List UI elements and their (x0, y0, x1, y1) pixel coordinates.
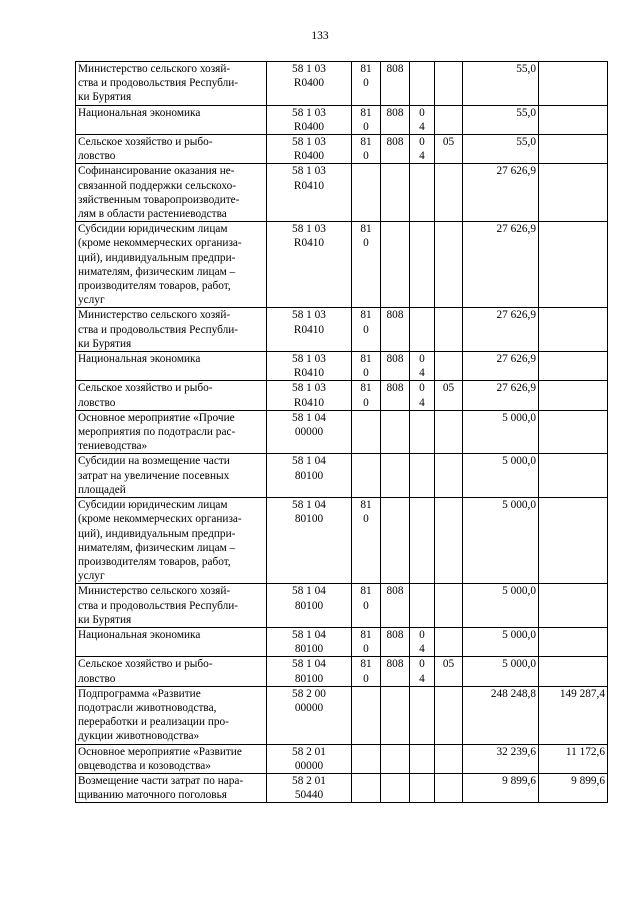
amount-year2-cell (539, 381, 608, 410)
row-name-text: Подпрограмма «Развитие подотрасли животноводства, переработки и реализации про- дукции животноводства» (78, 687, 229, 743)
amount-year1-cell (463, 62, 539, 106)
ministry-code-cell (381, 352, 410, 381)
subsection-text: 05 (442, 658, 455, 671)
expense-type-text: 81 0 (360, 223, 372, 250)
target-article-text: 58 1 04 80100 (292, 658, 326, 685)
expense-type-text: 81 0 (360, 382, 372, 409)
amount-year2-cell (539, 410, 608, 454)
table-row (76, 454, 608, 498)
row-name-cell (76, 308, 267, 352)
amount-year2-cell (539, 454, 608, 498)
amount-year1-text: 27 626,9 (496, 382, 536, 395)
subsection-cell (435, 744, 463, 773)
ministry-code-cell (381, 627, 410, 656)
ministry-code-cell (381, 657, 410, 686)
amount-year2-cell (539, 773, 608, 802)
amount-year1-text: 5 000,0 (502, 499, 536, 512)
row-name-cell (76, 773, 267, 802)
target-article-cell (267, 627, 352, 656)
target-article-text: 58 1 04 80100 (292, 585, 326, 612)
section-cell (410, 686, 435, 744)
subsection-cell (435, 773, 463, 802)
target-article-text: 58 1 03 R0410 (292, 309, 326, 336)
target-article-cell (267, 454, 352, 498)
subsection-text: 05 (442, 136, 455, 149)
target-article-cell (267, 381, 352, 410)
amount-year1-cell (463, 773, 539, 802)
section-text: 0 4 (419, 106, 425, 133)
expense-type-cell (352, 773, 381, 802)
section-cell (410, 584, 435, 628)
ministry-code-text: 808 (386, 628, 404, 641)
section-cell (410, 135, 435, 164)
table-row (76, 686, 608, 744)
expense-type-cell (352, 744, 381, 773)
amount-year2-cell (539, 657, 608, 686)
target-article-text: 58 1 03 R0410 (292, 382, 326, 409)
amount-year2-cell (539, 308, 608, 352)
ministry-code-cell (381, 773, 410, 802)
ministry-code-cell (381, 62, 410, 106)
section-text: 0 4 (419, 136, 425, 163)
section-cell (410, 352, 435, 381)
expense-type-text: 81 0 (360, 658, 372, 685)
amount-year1-text: 55,0 (516, 106, 536, 119)
row-name-cell (76, 135, 267, 164)
expense-type-text: 81 0 (360, 106, 372, 133)
amount-year1-text: 55,0 (516, 136, 536, 149)
ministry-code-text: 808 (386, 382, 404, 395)
amount-year1-cell (463, 744, 539, 773)
amount-year2-cell (539, 584, 608, 628)
subsection-cell (435, 686, 463, 744)
row-name-cell (76, 744, 267, 773)
section-text: 0 4 (419, 628, 425, 656)
subsection-cell (435, 627, 463, 656)
page-number: 133 (311, 30, 329, 42)
amount-year2-cell (539, 135, 608, 164)
expense-type-cell (352, 308, 381, 352)
row-name-text: Министерство сельского хозяй- ства и продовольствия Республи- ки Бурятия (78, 309, 239, 350)
row-name-cell (76, 352, 267, 381)
subsection-cell (435, 222, 463, 308)
amount-year1-text: 55,0 (516, 63, 536, 75)
section-cell (410, 164, 435, 222)
amount-year1-text: 32 239,6 (496, 745, 536, 758)
amount-year1-text: 27 626,9 (496, 353, 536, 366)
ministry-code-cell (381, 584, 410, 628)
ministry-code-text: 808 (386, 63, 404, 75)
target-article-cell (267, 498, 352, 584)
amount-year2-cell (539, 164, 608, 222)
amount-year2-cell (539, 686, 608, 744)
table-row (76, 627, 608, 656)
row-name-cell (76, 584, 267, 628)
expense-type-cell (352, 222, 381, 308)
target-article-cell (267, 773, 352, 802)
section-cell (410, 222, 435, 308)
amount-year1-cell (463, 627, 539, 656)
row-name-text: Министерство сельского хозяй- ства и продовольствия Республи- ки Бурятия (78, 63, 239, 104)
expense-type-cell (352, 105, 381, 134)
subsection-cell (435, 62, 463, 106)
target-article-text: 58 1 04 80100 (292, 455, 326, 482)
row-name-cell (76, 686, 267, 744)
ministry-code-cell (381, 135, 410, 164)
target-article-cell (267, 686, 352, 744)
amount-year1-cell (463, 657, 539, 686)
ministry-code-cell (381, 222, 410, 308)
table-row (76, 308, 608, 352)
expense-type-text: 81 0 (360, 309, 372, 336)
expense-type-cell (352, 498, 381, 584)
target-article-text: 58 1 03 R0400 (292, 136, 326, 163)
row-name-cell (76, 498, 267, 584)
amount-year1-cell (463, 222, 539, 308)
amount-year1-text: 27 626,9 (496, 165, 536, 178)
subsection-cell (435, 381, 463, 410)
ministry-code-cell (381, 744, 410, 773)
target-article-cell (267, 657, 352, 686)
row-name-text: Национальная экономика (78, 106, 201, 119)
row-name-cell (76, 222, 267, 308)
target-article-cell (267, 744, 352, 773)
row-name-text: Возмещение части затрат по нара- щиванию маточного поголовья (78, 774, 244, 802)
section-cell (410, 105, 435, 134)
ministry-code-cell (381, 410, 410, 454)
section-cell (410, 498, 435, 584)
section-text: 0 4 (419, 658, 425, 685)
target-article-text: 58 1 04 00000 (292, 411, 326, 439)
subsection-text: 05 (442, 382, 455, 395)
row-name-text: Субсидии юридическим лицам (кроме некоммерческих организа- ций), индивидуальным предпри- нимателям, физическим лицам – производителям товаров, работ, услуг (78, 499, 242, 583)
target-article-cell (267, 584, 352, 628)
row-name-cell (76, 62, 267, 106)
table-row (76, 410, 608, 454)
target-article-text: 58 1 04 80100 (292, 499, 326, 526)
target-article-cell (267, 62, 352, 106)
table-row (76, 381, 608, 410)
row-name-cell (76, 164, 267, 222)
subsection-cell (435, 105, 463, 134)
table-row (76, 164, 608, 222)
ministry-code-text: 808 (386, 309, 404, 322)
section-cell (410, 627, 435, 656)
section-text: 0 4 (419, 382, 425, 409)
amount-year2-cell (539, 498, 608, 584)
expense-type-cell (352, 584, 381, 628)
expense-type-cell (352, 410, 381, 454)
amount-year2-cell (539, 352, 608, 381)
subsection-cell (435, 352, 463, 381)
target-article-text: 58 1 03 R0410 (292, 223, 326, 250)
amount-year2-cell (539, 627, 608, 656)
ministry-code-text: 808 (386, 353, 404, 366)
amount-year1-cell (463, 352, 539, 381)
row-name-cell (76, 657, 267, 686)
amount-year2-cell (539, 744, 608, 773)
target-article-text: 58 1 04 80100 (292, 628, 326, 656)
target-article-cell (267, 308, 352, 352)
ministry-code-cell (381, 498, 410, 584)
amount-year2-text: 11 172,6 (565, 745, 605, 758)
amount-year1-cell (463, 686, 539, 744)
ministry-code-text: 808 (386, 136, 404, 149)
amount-year1-text: 27 626,9 (496, 223, 536, 236)
row-name-cell (76, 381, 267, 410)
table-row (76, 222, 608, 308)
ministry-code-text: 808 (386, 585, 404, 598)
expense-type-cell (352, 454, 381, 498)
subsection-cell (435, 135, 463, 164)
row-name-text: Субсидии на возмещение части затрат на увеличение посевных площадей (78, 455, 230, 496)
amount-year1-cell (463, 410, 539, 454)
target-article-cell (267, 410, 352, 454)
target-article-cell (267, 164, 352, 222)
expense-type-cell (352, 62, 381, 106)
table-row (76, 135, 608, 164)
target-article-cell (267, 135, 352, 164)
expense-type-text: 81 0 (360, 585, 372, 612)
section-cell (410, 410, 435, 454)
table-row (76, 352, 608, 381)
row-name-text: Основное мероприятие «Прочие мероприятия по подотрасли рас- тениеводства» (78, 411, 236, 453)
table-row (76, 62, 608, 106)
row-name-text: Сельское хозяйство и рыбо- ловство (78, 382, 213, 409)
section-cell (410, 62, 435, 106)
section-cell (410, 381, 435, 410)
table-row (76, 657, 608, 686)
target-article-cell (267, 222, 352, 308)
amount-year1-cell (463, 454, 539, 498)
target-article-text: 58 1 03 R0400 (292, 63, 326, 90)
subsection-cell (435, 308, 463, 352)
amount-year2-text: 9 899,6 (571, 774, 605, 787)
section-cell (410, 657, 435, 686)
subsection-cell (435, 410, 463, 454)
expense-type-text: 81 0 (360, 353, 372, 380)
row-name-cell (76, 454, 267, 498)
amount-year2-text: 149 287,4 (559, 687, 605, 700)
section-text: 0 4 (419, 353, 425, 380)
expense-type-cell (352, 627, 381, 656)
section-cell (410, 744, 435, 773)
ministry-code-cell (381, 308, 410, 352)
target-article-text: 58 1 03 R0400 (292, 106, 326, 133)
expense-type-cell (352, 135, 381, 164)
amount-year1-cell (463, 381, 539, 410)
table-row (76, 773, 608, 802)
subsection-cell (435, 584, 463, 628)
expense-type-text: 81 0 (360, 63, 372, 90)
target-article-text: 58 1 03 R0410 (292, 165, 326, 192)
target-article-text: 58 2 00 00000 (292, 687, 326, 714)
ministry-code-text: 808 (386, 106, 404, 119)
row-name-text: Сельское хозяйство и рыбо- ловство (78, 658, 213, 685)
amount-year1-cell (463, 308, 539, 352)
row-name-text: Сельское хозяйство и рыбо- ловство (78, 136, 213, 163)
amount-year1-text: 5 000,0 (502, 658, 536, 671)
expense-type-text: 81 0 (360, 499, 372, 526)
section-cell (410, 308, 435, 352)
target-article-cell (267, 105, 352, 134)
row-name-cell (76, 105, 267, 134)
amount-year1-text: 5 000,0 (502, 411, 536, 424)
amount-year1-cell (463, 164, 539, 222)
expense-type-cell (352, 657, 381, 686)
amount-year1-text: 5 000,0 (502, 628, 536, 641)
amount-year2-cell (539, 105, 608, 134)
ministry-code-cell (381, 105, 410, 134)
expense-type-text: 81 0 (360, 136, 372, 163)
expense-type-cell (352, 352, 381, 381)
subsection-cell (435, 454, 463, 498)
amount-year2-cell (539, 222, 608, 308)
subsection-cell (435, 657, 463, 686)
expense-type-cell (352, 686, 381, 744)
amount-year1-cell (463, 498, 539, 584)
table-body (76, 62, 608, 803)
target-article-text: 58 2 01 50440 (292, 774, 326, 802)
amount-year2-cell (539, 62, 608, 106)
amount-year1-text: 27 626,9 (496, 309, 536, 322)
amount-year1-cell (463, 135, 539, 164)
row-name-text: Софинансирование оказания не- связанной поддержки сельскохо- зяйственным товаропроизводите- лям в области растениеводства (78, 165, 240, 221)
target-article-cell (267, 352, 352, 381)
subsection-cell (435, 498, 463, 584)
amount-year1-cell (463, 584, 539, 628)
amount-year1-text: 9 899,6 (502, 774, 536, 787)
amount-year1-cell (463, 105, 539, 134)
ministry-code-text: 808 (386, 658, 404, 671)
ministry-code-cell (381, 164, 410, 222)
table-row (76, 105, 608, 134)
row-name-cell (76, 410, 267, 454)
row-name-cell (76, 627, 267, 656)
ministry-code-cell (381, 686, 410, 744)
target-article-text: 58 2 01 00000 (292, 745, 326, 772)
subsection-cell (435, 164, 463, 222)
section-cell (410, 454, 435, 498)
table-row (76, 584, 608, 628)
row-name-text: Национальная экономика (78, 628, 201, 641)
table-row (76, 744, 608, 773)
amount-year1-text: 248 248,8 (490, 687, 536, 700)
ministry-code-cell (381, 454, 410, 498)
amount-year1-text: 5 000,0 (502, 455, 536, 468)
row-name-text: Субсидии юридическим лицам (кроме некоммерческих организа- ций), индивидуальным предпри- нимателям, физическим лицам – производителям товаров, работ, услуг (78, 223, 242, 307)
expense-type-text: 81 0 (360, 628, 372, 656)
section-cell (410, 773, 435, 802)
row-name-text: Основное мероприятие «Развитие овцеводства и козоводства» (78, 745, 242, 772)
target-article-text: 58 1 03 R0410 (292, 353, 326, 380)
expense-type-cell (352, 381, 381, 410)
ministry-code-cell (381, 381, 410, 410)
row-name-text: Национальная экономика (78, 353, 201, 366)
row-name-text: Министерство сельского хозяй- ства и продовольствия Республи- ки Бурятия (78, 585, 239, 626)
expense-type-cell (352, 164, 381, 222)
amount-year1-text: 5 000,0 (502, 585, 536, 598)
table-row (76, 498, 608, 584)
budget-table (75, 61, 608, 803)
